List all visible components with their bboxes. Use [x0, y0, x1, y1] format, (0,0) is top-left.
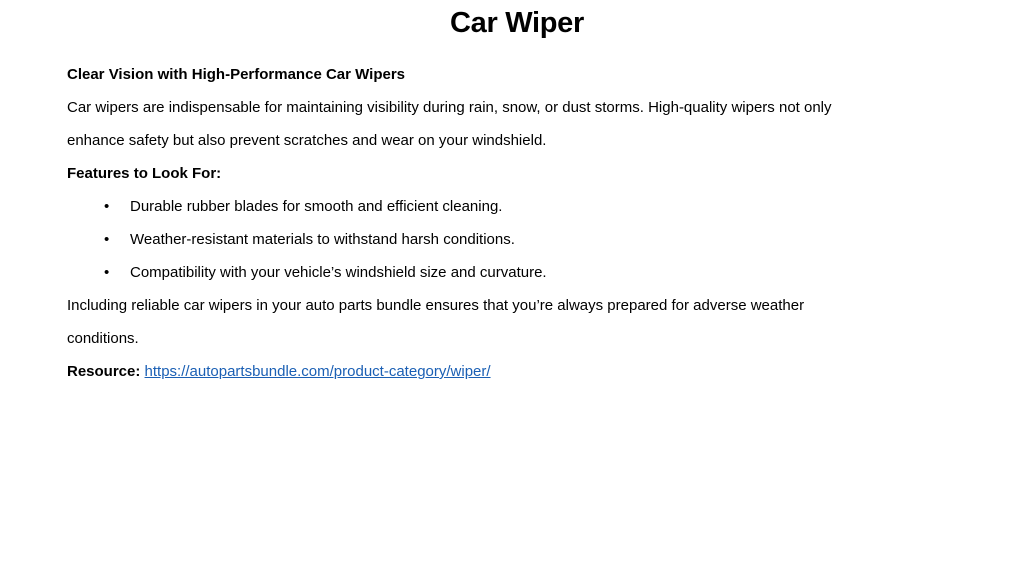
list-item [67, 223, 967, 256]
list-item [67, 256, 967, 289]
bullet-icon: • [104, 198, 110, 215]
conclusion-line-2: conditions. [67, 330, 139, 347]
feature-text: Durable rubber blades for smooth and efficient cleaning. [130, 198, 503, 215]
feature-text: Compatibility with your vehicle’s windshield size and curvature. [130, 264, 547, 281]
feature-text: Weather-resistant materials to withstand harsh conditions. [130, 231, 515, 248]
section-subtitle: Clear Vision with High-Performance Car Wipers [67, 66, 406, 83]
bullet-icon: • [104, 264, 110, 281]
page-title: Car Wiper [449, 7, 585, 39]
resource-line [67, 355, 967, 388]
resource-label: Resource: [67, 363, 141, 380]
features-list [67, 190, 967, 289]
slide-body [67, 58, 967, 388]
bullet-icon: • [104, 231, 110, 248]
intro-line-2: enhance safety but also prevent scratches and wear on your windshield. [67, 132, 547, 149]
features-heading: Features to Look For: [67, 165, 222, 182]
resource-link[interactable]: https://autopartsbundle.com/product-category/wiper/ [144, 363, 491, 380]
list-item [67, 190, 967, 223]
intro-line-1: Car wipers are indispensable for maintaining visibility during rain, snow, or dust storms. High-quality wipers not only [67, 99, 832, 116]
conclusion-line-1: Including reliable car wipers in your auto parts bundle ensures that you’re always prepared for adverse weather [67, 297, 805, 314]
